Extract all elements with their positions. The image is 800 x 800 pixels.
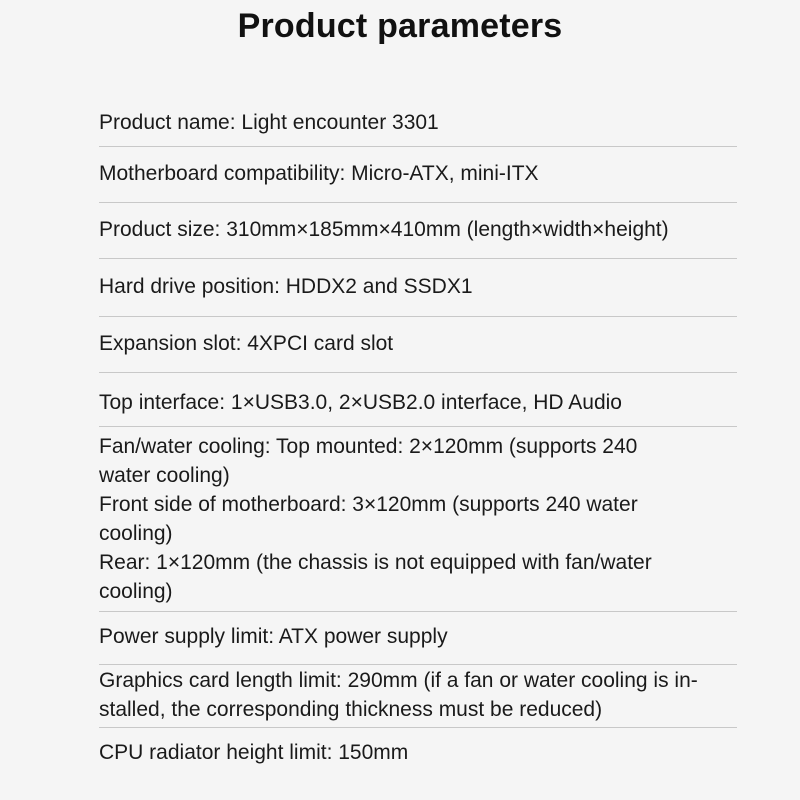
param-line: cooling) — [99, 522, 173, 545]
param-line: stalled, the corresponding thickness must be reduced) — [99, 698, 603, 721]
param-fan-water-cooling — [99, 432, 739, 606]
param-expansion-slot — [99, 329, 739, 358]
param-line: Product name: Light encounter 3301 — [99, 111, 439, 134]
divider — [99, 146, 737, 147]
param-line: Fan/water cooling: Top mounted: 2×120mm (supports 240 — [99, 435, 638, 458]
param-line: Front side of motherboard: 3×120mm (supports 240 water — [99, 493, 638, 516]
param-line: cooling) — [99, 580, 173, 603]
param-line: Product size: 310mm×185mm×410mm (length×width×height) — [99, 218, 669, 241]
param-product-name — [99, 108, 739, 137]
param-line: Top interface: 1×USB3.0, 2×USB2.0 interface, HD Audio — [99, 391, 622, 414]
param-motherboard-compatibility — [99, 159, 739, 188]
param-line: Power supply limit: ATX power supply — [99, 625, 448, 648]
divider — [99, 372, 737, 373]
param-line: Motherboard compatibility: Micro-ATX, mini-ITX — [99, 162, 539, 185]
divider — [99, 611, 737, 612]
divider — [99, 664, 737, 665]
param-line: Rear: 1×120mm (the chassis is not equipped with fan/water — [99, 551, 652, 574]
param-top-interface — [99, 388, 739, 417]
divider — [99, 316, 737, 317]
param-cpu-radiator-height-limit — [99, 738, 739, 767]
param-product-size — [99, 215, 739, 244]
divider — [99, 258, 737, 259]
param-power-supply-limit — [99, 622, 739, 651]
param-line: Hard drive position: HDDX2 and SSDX1 — [99, 275, 473, 298]
page-title: Product parameters — [237, 7, 563, 45]
param-line: Graphics card length limit: 290mm (if a fan or water cooling is in- — [99, 669, 698, 692]
param-line: CPU radiator height limit: 150mm — [99, 741, 409, 764]
divider — [99, 727, 737, 728]
divider — [99, 426, 737, 427]
param-line: Expansion slot: 4XPCI card slot — [99, 332, 394, 355]
param-hard-drive-position — [99, 272, 739, 301]
divider — [99, 202, 737, 203]
param-line: water cooling) — [99, 464, 230, 487]
param-graphics-card-length-limit — [99, 666, 739, 724]
